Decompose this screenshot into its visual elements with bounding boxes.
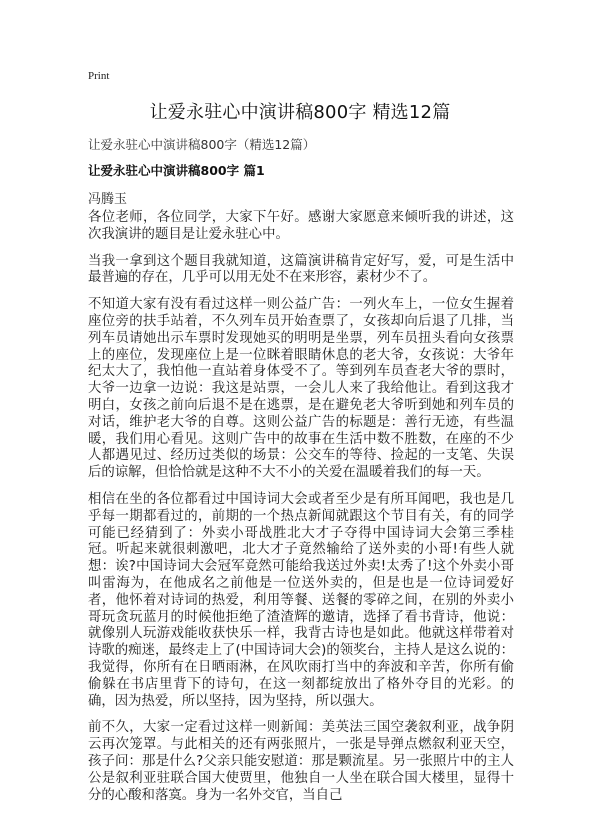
paragraph: 各位老师，各位同学，大家下午好。感谢大家愿意来倾听我的讲述，这次我演讲的题目是让爱永驻心中。: [88, 210, 514, 242]
paragraph: 当我一拿到这个题目我就知道，这篇演讲稿肯定好写，爱，可是生活中最普遍的存在，几乎可以用无处不在来形容，素材少不了。: [88, 253, 514, 286]
author-name: 冯腾玉: [88, 192, 128, 207]
paragraph: 相信在坐的各位都看过中国诗词大会或者至少是有所耳闻吧，我也是几乎每一期都看过的，前期的一个热点新闻就跟这个节目有关，有的同学可能已经猜到了：外卖小哥战胜北大才子夺得中国诗词大会第三季桂冠。听起来就很刺激吧，北大才子竟然输给了送外卖的小哥!有些人就想：诶?中国诗词大会冠军竟然可能给我送过外卖!太秀了!这个外卖小哥叫雷海为，在他成名之前他是一位送外卖的，但是也是一位诗词爱好者，他怀着对诗词的热爱，利用等餐、送餐的零碎之间，在别的外卖小哥玩贪玩蓝月的时候他拒绝了渣渣辉的邀请，选择了看书背诗，他说：就像别人玩游戏能收获快乐一样，我背古诗也是如此。他就这样带着对诗歌的痴迷，最终走上了(中国诗词大会)的领奖台，主持人是这么说的：我觉得，你所有在日晒雨淋，在风吹雨打当中的奔波和辛苦，你所有偷偷躲在书店里背下的诗句，在这一刻都绽放出了格外夺目的光彩。的确，因为热爱，所以坚持，因为坚持，所以强大。: [88, 491, 514, 709]
document-body: [88, 210, 514, 814]
section-heading: 让爱永驻心中演讲稿800字 篇1: [88, 163, 265, 178]
print-label[interactable]: Print: [88, 70, 110, 82]
page-title: 让爱永驻心中演讲稿800字 精选12篇: [149, 102, 451, 123]
document-subtitle: 让爱永驻心中演讲稿800字（精选12篇）: [88, 137, 316, 152]
paragraph: 不知道大家有没有看过这样一则公益广告：一列火车上，一位女生握着座位旁的扶手站着，不久列车员开始查票了，女孩却向后退了几排，当列车员请她出示车票时发现她买的明明是坐票，列车员扭头看向女孩票上的座位，发现座位上是一位眯着眼睛休息的老大爷，女孩说：大爷年纪太大了，我怕他一直站着身体受不了。等到列车员查老大爷的票时，大爷一边拿一边说：我这是站票，一会儿人来了我给他让。看到这我才明白，女孩之前向后退不是在逃票，是在避免老大爷听到她和列车员的对话，维护老大爷的自尊。这则公益广告的标题是：善行无迹，有些温暖，我们用心看见。这则广告中的故事在生活中数不胜数，在座的不少人都遇见过、经历过类似的场景：公交车的等待、捡起的一支笔、失误后的谅解，但恰恰就是这种不大不小的关爱在温暖着我们的每一天。: [88, 297, 514, 481]
paragraph: 前不久，大家一定看过这样一则新闻：美英法三国空袭叙利亚，战争阴云再次笼罩。与此相关的还有两张照片，一张是导弹点燃叙利亚天空，孩子问：那是什么?父亲只能安慰道：那是颗流星。另一张照片中的主人公是叙利亚驻联合国大使贾里，他独自一人坐在联合国大楼里，显得十分的心酸和落寞。身为一名外交官，当自己: [88, 720, 514, 803]
